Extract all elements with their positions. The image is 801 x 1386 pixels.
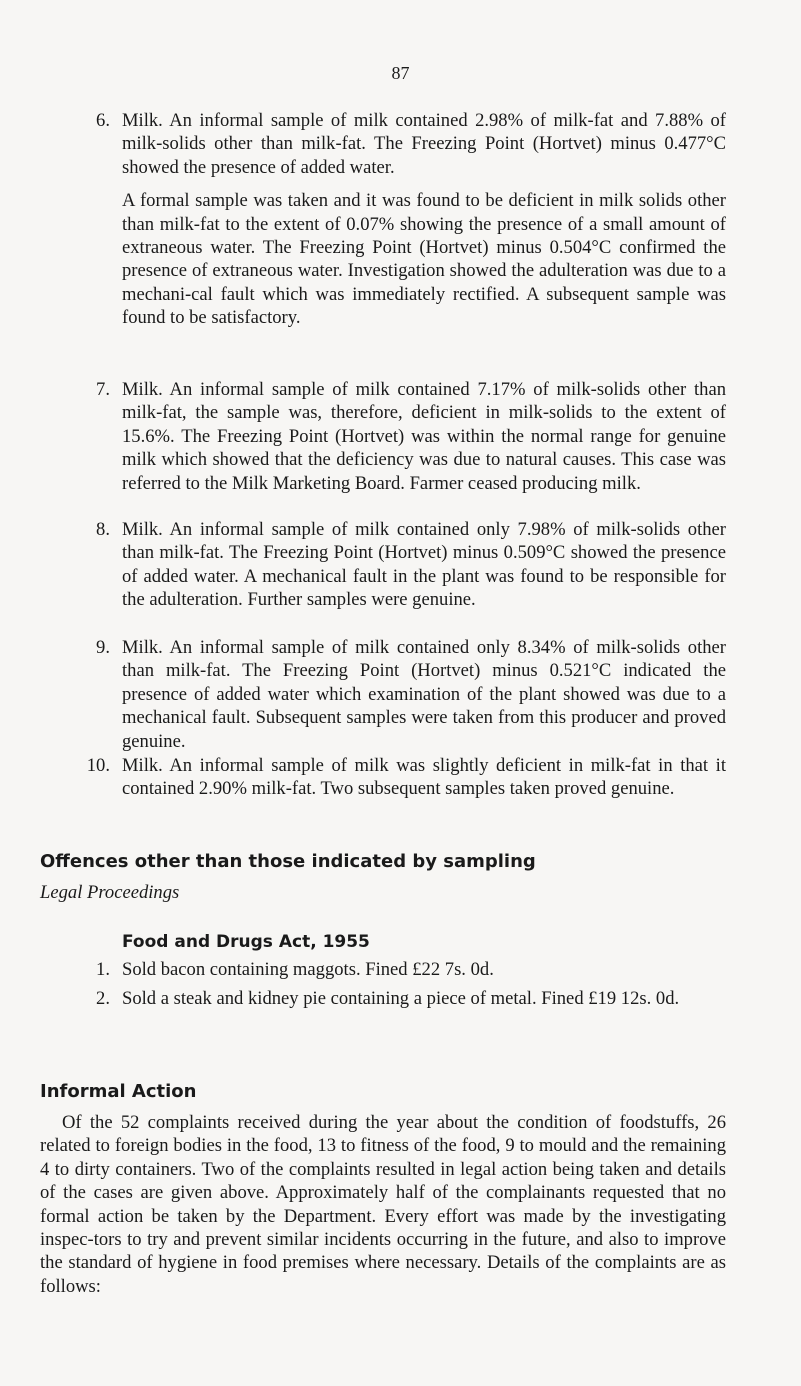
item-text xyxy=(122,518,726,612)
item-number: 10. xyxy=(86,755,110,776)
informal-action-paragraph: Of the 52 complaints received during the year about the condition of foodstuffs, 26 related to foreign bodies in the food, 13 to fitness of the food, 9 to mould and the remaining 4 to dirty containers. Two of the complaints resulted in legal action being taken and details of the cases are given above. Approximately half of the complainants requested that no formal action be taken by the Department. Every effort was made by the investigating inspec-tors to try and prevent similar incidents occurring in the future, and also to improve the standard of hygiene in food premises where necessary. Details of the complaints are as follows: xyxy=(40,1112,726,1297)
item-number: 8. xyxy=(96,519,110,540)
item-text xyxy=(122,378,726,495)
item-number: 2. xyxy=(96,988,110,1009)
item-paragraph: Milk. An informal sample of milk contained 7.17% of milk-solids other than milk-fat, the sample was, therefore, deficient in milk-solids to the extent of 15.6%. The Freezing Point (Hortvet) was within the normal range for genuine milk which showed that the deficiency was due to natural causes. This case was referred to the Milk Marketing Board. Farmer ceased producing milk. xyxy=(122,379,726,494)
act-item-1 xyxy=(80,958,726,981)
item-paragraph: Milk. An informal sample of milk contained 2.98% of milk-fat and 7.88% of milk-solids other than milk-fat. The Freezing Point (Hortvet) minus 0.477°C showed the presence of added water. xyxy=(122,110,726,178)
item-number: 6. xyxy=(96,110,110,131)
offences-heading: Offences other than those indicated by sampling xyxy=(40,851,536,872)
item-paragraph: Milk. An informal sample of milk contained only 7.98% of milk-solids other than milk-fat. The Freezing Point (Hortvet) minus 0.509°C showed the presence of added water. A mechanical fault in the plant was found to be responsible for the adulteration. Further samples were genuine. xyxy=(122,519,726,611)
list-item-8 xyxy=(80,518,726,612)
list-item-10 xyxy=(80,754,726,801)
item-paragraph: Milk. An informal sample of milk was slightly deficient in milk-fat in that it contained 2.90% milk-fat. Two subsequent samples taken proved genuine. xyxy=(122,755,726,800)
item-text xyxy=(122,754,726,801)
informal-action-heading: Informal Action xyxy=(40,1081,197,1102)
act-item-2 xyxy=(80,987,726,1010)
item-number: 7. xyxy=(96,379,110,400)
page-number: 87 xyxy=(391,63,410,83)
item-paragraph: A formal sample was taken and it was found to be deficient in milk solids other than milk-fat to the extent of 0.07% showing the presence of a small amount of extraneous water. The Freezing Point (Hortvet) minus 0.504°C confirmed the presence of extraneous water. Investigation showed the adulteration was due to a mechani-cal fault which was immediately rectified. A subsequent sample was found to be satisfactory. xyxy=(122,190,726,329)
item-paragraph: Milk. An informal sample of milk contained only 8.34% of milk-solids other than milk-fat. The Freezing Point (Hortvet) minus 0.521°C indicated the presence of added water which examination of the plant showed was due to a mechanical fault. Subsequent samples were taken from this producer and proved genuine. xyxy=(122,637,726,752)
list-item-6 xyxy=(80,109,726,330)
list-item-9 xyxy=(80,636,726,753)
item-number: 1. xyxy=(96,959,110,980)
legal-proceedings-heading: Legal Proceedings xyxy=(40,882,180,903)
item-text: Sold bacon containing maggots. Fined £22 7s. 0d. xyxy=(122,959,494,980)
item-number: 9. xyxy=(96,637,110,658)
act-title: Food and Drugs Act, 1955 xyxy=(122,932,370,952)
item-text: Sold a steak and kidney pie containing a piece of metal. Fined £19 12s. 0d. xyxy=(122,988,680,1009)
item-text xyxy=(122,636,726,753)
item-text xyxy=(122,109,726,330)
list-item-7 xyxy=(80,378,726,495)
